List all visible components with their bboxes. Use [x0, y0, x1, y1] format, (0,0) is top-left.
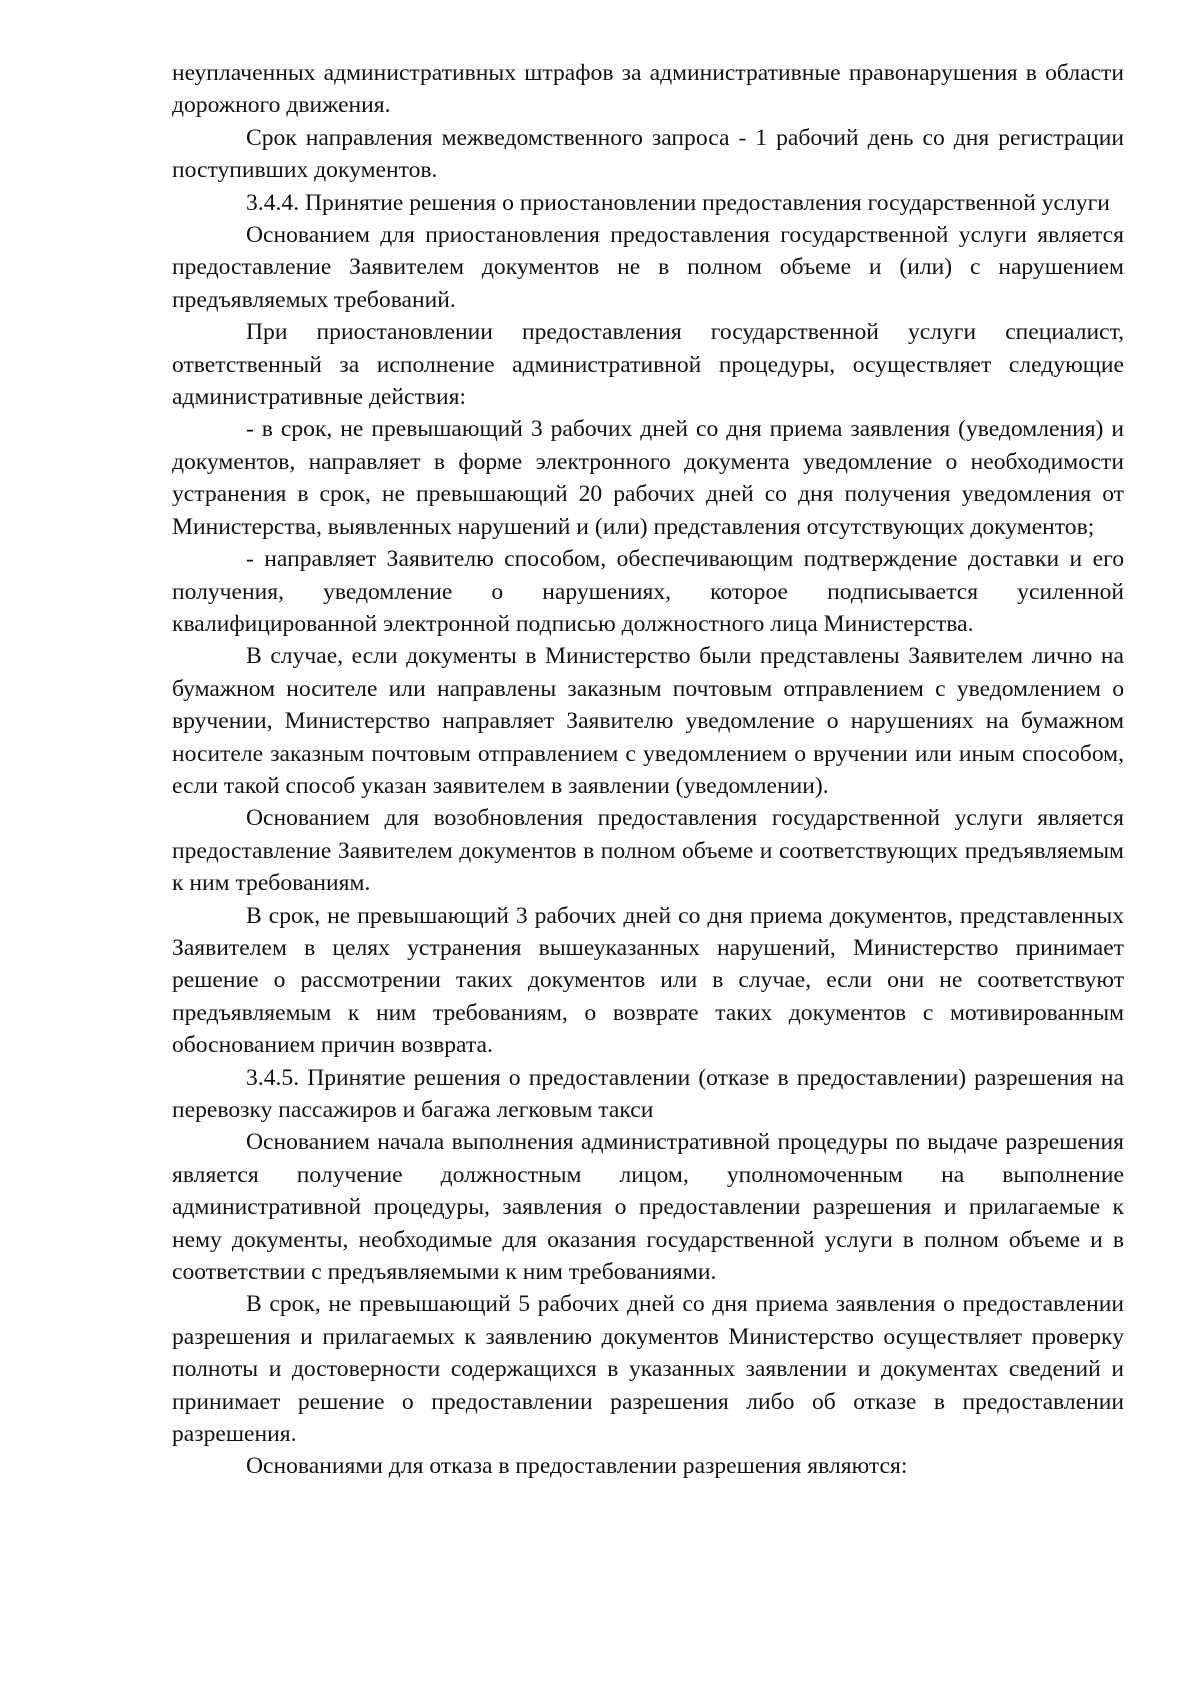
- list-item-notification-deadline: - в срок, не превышающий 3 рабочих дней со дня приема заявления (уведомления) и документов, направляет в форме электронного документа уведомление о необходимости устранения в срок, не превышающий 20 рабочих дней со дня получения уведомления от Министерства, выявленных нарушений и (или) представления отсутствующих документов;: [172, 416, 1124, 540]
- list-item-notification-delivery: - направляет Заявителю способом, обеспечивающим подтверждение доставки и его получения, уведомление о нарушениях, которое подписывается усиленной квалифицированной электронной подписью должностного лица Министерства.: [172, 546, 1124, 637]
- paragraph-continuation: неуплаченных административных штрафов за административные правонарушения в области дорожного движения.: [172, 60, 1124, 119]
- paragraph-procedure-grounds: Основанием начала выполнения административной процедуры по выдаче разрешения является получение должностным лицом, уполномоченным на выполнение административной процедуры, заявления о предоставлении разрешения и прилагаемые к нему документы, необходимые для оказания государственной услуги в полном объеме и в соответствии с предъявляемыми к ним требованиями.: [172, 1129, 1124, 1286]
- paragraph-suspension-actions: При приостановлении предоставления государственной услуги специалист, ответственный за исполнение административной процедуры, осуществляет следующие административные действия:: [172, 319, 1124, 411]
- paragraph-resumption-deadline: В срок, не превышающий 3 рабочих дней со дня приема документов, представленных Заявителем в целях устранения вышеуказанных нарушений, Министерство принимает решение о рассмотрении таких документов или в случае, если они не соответствуют предъявляемым к ним требованиям, о возврате таких документов с мотивированным обоснованием причин возврата.: [172, 902, 1124, 1059]
- paragraph-request-deadline: Срок направления межведомственного запроса - 1 рабочий день со дня регистрации поступивших документов.: [172, 124, 1124, 184]
- paragraph-refusal-grounds: Основаниями для отказа в предоставлении разрешения являются:: [246, 1453, 908, 1480]
- paragraph-paper-submission: В случае, если документы в Министерство были представлены Заявителем лично на бумажном носителе или направлены заказным почтовым отправлением с уведомлением о вручении, Министерство направляет Заявителю уведомление о нарушениях на бумажном носителе заказным почтовым отправлением с уведомлением о вручении или иным способом, если такой способ указан заявителем в заявлении (уведомлении).: [172, 643, 1124, 799]
- section-heading-3-4-5: 3.4.5. Принятие решения о предоставлении (отказе в предоставлении) разрешения на перевозку пассажиров и багажа легковым такси: [172, 1064, 1124, 1123]
- paragraph-review-deadline: В срок, не превышающий 5 рабочих дней со дня приема заявления о предоставлении разрешения и прилагаемых к заявлению документов Министерство осуществляет проверку полноты и достоверности содержащихся в указанных заявлении и документах сведений и принимает решение о предоставлении разрешения либо об отказе в предоставлении разрешения.: [172, 1291, 1124, 1448]
- document-body: [172, 57, 1124, 1483]
- section-heading-3-4-4: 3.4.4. Принятие решения о приостановлении предоставления государственной услуги: [246, 189, 1110, 216]
- paragraph-suspension-grounds: Основанием для приостановления предоставления государственной услуги является предоставление Заявителем документов не в полном объеме и (или) с нарушением предъявляемых требований.: [172, 222, 1124, 313]
- paragraph-resumption-grounds: Основанием для возобновления предоставления государственной услуги является предоставление Заявителем документов в полном объеме и соответствующих предъявляемым к ним требованиям.: [172, 805, 1124, 897]
